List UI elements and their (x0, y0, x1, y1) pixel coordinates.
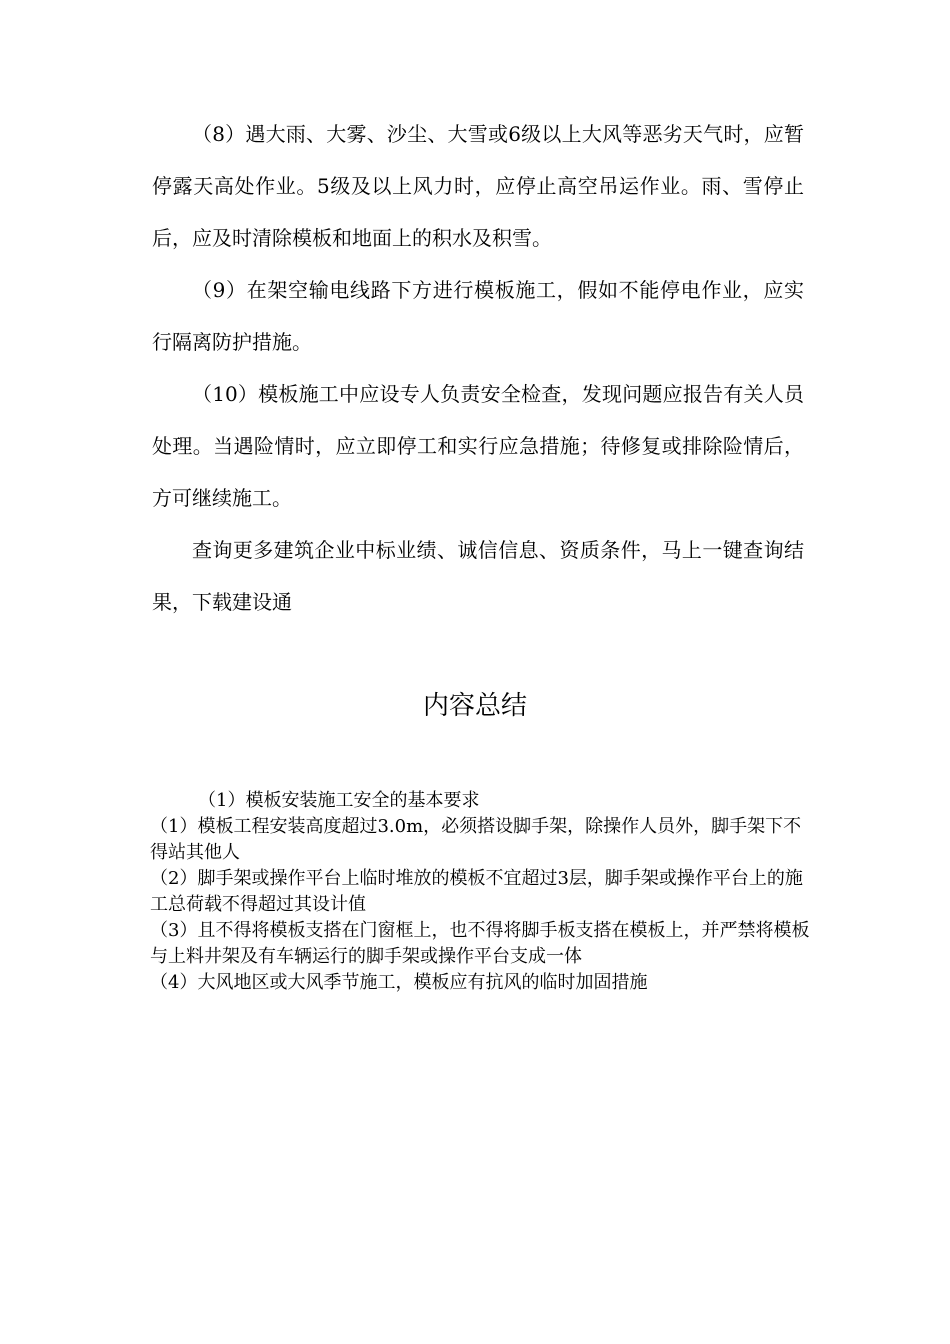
summary-item: （1）模板工程安装高度超过3.0m，必须搭设脚手架，除操作人员外，脚手架下不得站其他人 (150, 816, 802, 863)
paragraph-8: （8）遇大雨、大雾、沙尘、大雪或6级以上大风等恶劣天气时，应暂停露天高处作业。5级及以上风力时，应停止高空吊运作业。雨、雪停止后，应及时清除模板和地面上的积水及积雪。 (152, 122, 804, 250)
paragraph-9: （9）在架空输电线路下方进行模板施工，假如不能停电作业，应实行隔离防护措施。 (152, 278, 804, 354)
summary-item: （3）且不得将模板支搭在门窗框上，也不得将脚手板支搭在模板上，并严禁将模板与上料井架及有车辆运行的脚手架或操作平台支成一体 (150, 920, 810, 967)
summary-item: （2）脚手架或操作平台上临时堆放的模板不宜超过3层，脚手架或操作平台上的施工总荷载不得超过其设计值 (150, 868, 803, 915)
paragraph-10: （10）模板施工中应设专人负责安全检查，发现问题应报告有关人员处理。当遇险情时，应立即停工和实行应急措施；待修复或排除险情后，方可继续施工。 (152, 382, 804, 510)
summary-heading: （1）模板安装施工安全的基本要求 (198, 790, 480, 811)
summary-item: （4）大风地区或大风季节施工，模板应有抗风的临时加固措施 (150, 972, 648, 993)
summary-section (150, 788, 810, 996)
summary-title: 内容总结 (422, 691, 527, 721)
body-text (152, 108, 804, 628)
promo-paragraph: 查询更多建筑企业中标业绩、诚信信息、资质条件，马上一键查询结果，下载建设通 (152, 538, 804, 614)
